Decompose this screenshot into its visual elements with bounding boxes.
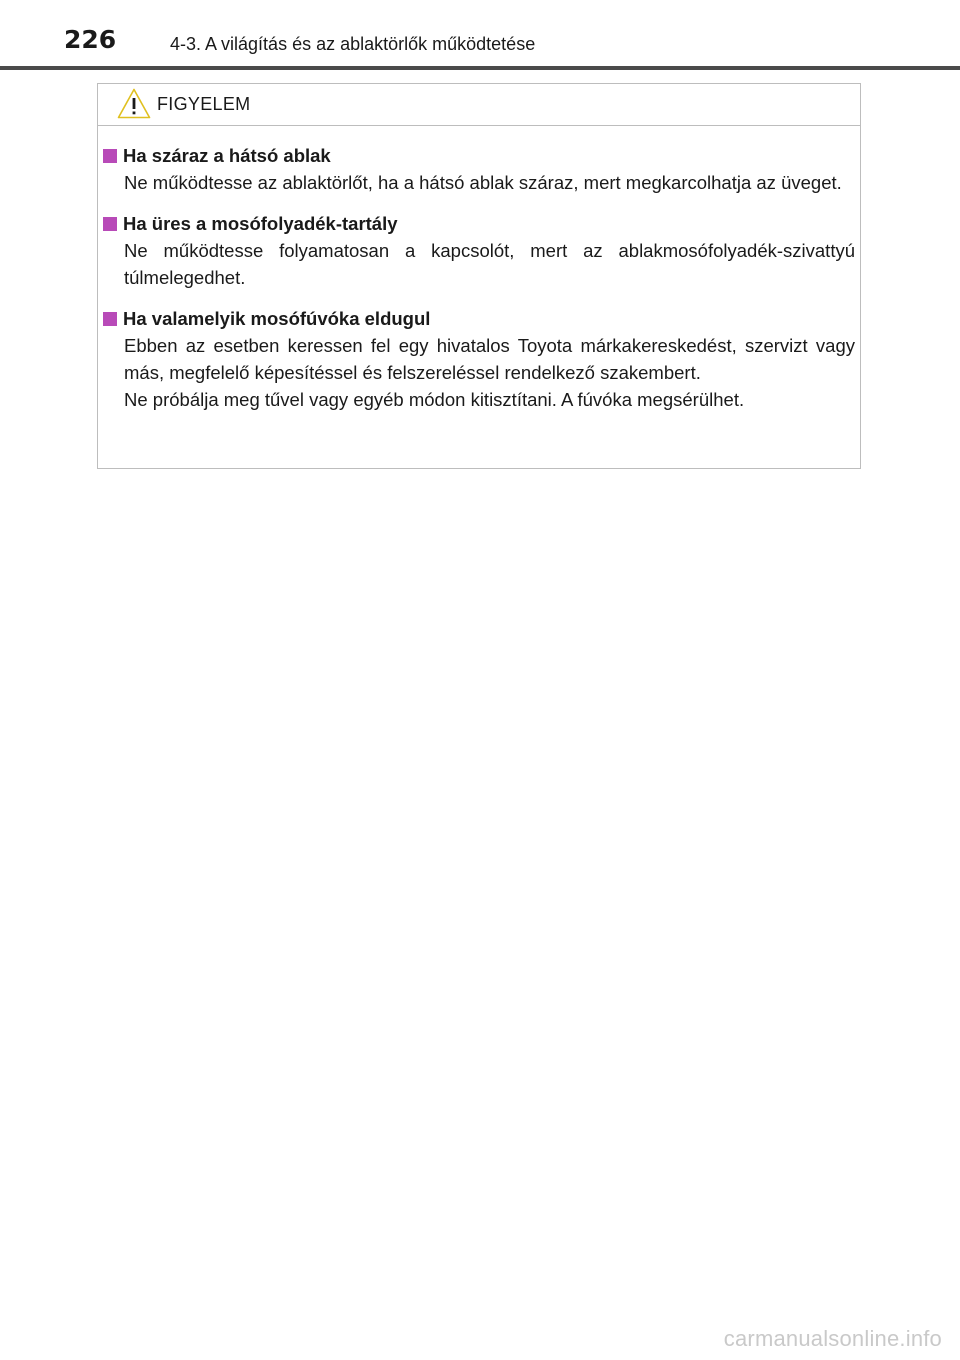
section-heading: [102, 143, 856, 169]
paragraph: Ne működtesse folyamatosan a kapcsolót, mert az ablakmosófolyadék-szivattyú túlmelegedhet.: [124, 240, 855, 288]
section-text: [124, 169, 855, 196]
warning-box: [97, 83, 861, 469]
watermark: carmanualsonline.info: [723, 1326, 942, 1351]
square-bullet-icon: [103, 217, 117, 231]
warning-section: [102, 143, 856, 196]
square-bullet-icon: [103, 312, 117, 326]
warning-body: [98, 126, 860, 413]
section-heading: [102, 306, 856, 332]
page-number: 226: [64, 25, 117, 54]
chapter-title: 4-3. A világítás és az ablaktörlők működtetése: [170, 34, 536, 54]
section-title: Ha valamelyik mosófúvóka eldugul: [123, 308, 431, 329]
section-text: [124, 332, 855, 413]
paragraph: Ne próbálja meg tűvel vagy egyéb módon kitisztítani. A fúvóka megsérülhet.: [124, 389, 745, 410]
square-bullet-icon: [103, 149, 117, 163]
warning-section: [102, 211, 856, 291]
paragraph: Ebben az esetben keressen fel egy hivatalos Toyota márkakereskedést, szervizt vagy más, megfelelő képesítéssel és felszereléssel rendelkező szakembert.: [124, 335, 855, 383]
warning-triangle-icon: [117, 88, 151, 119]
warning-section: [102, 306, 856, 413]
section-heading: [102, 211, 856, 237]
page-header: [0, 0, 960, 70]
paragraph: Ne működtesse az ablaktörlőt, ha a hátsó ablak száraz, mert megkarcolhatja az üveget.: [124, 172, 842, 193]
section-title: Ha száraz a hátsó ablak: [123, 145, 331, 166]
warning-header: [98, 84, 860, 126]
section-title: Ha üres a mosófolyadék-tartály: [123, 213, 398, 234]
warning-title: FIGYELEM: [157, 94, 251, 114]
section-text: [124, 237, 855, 291]
